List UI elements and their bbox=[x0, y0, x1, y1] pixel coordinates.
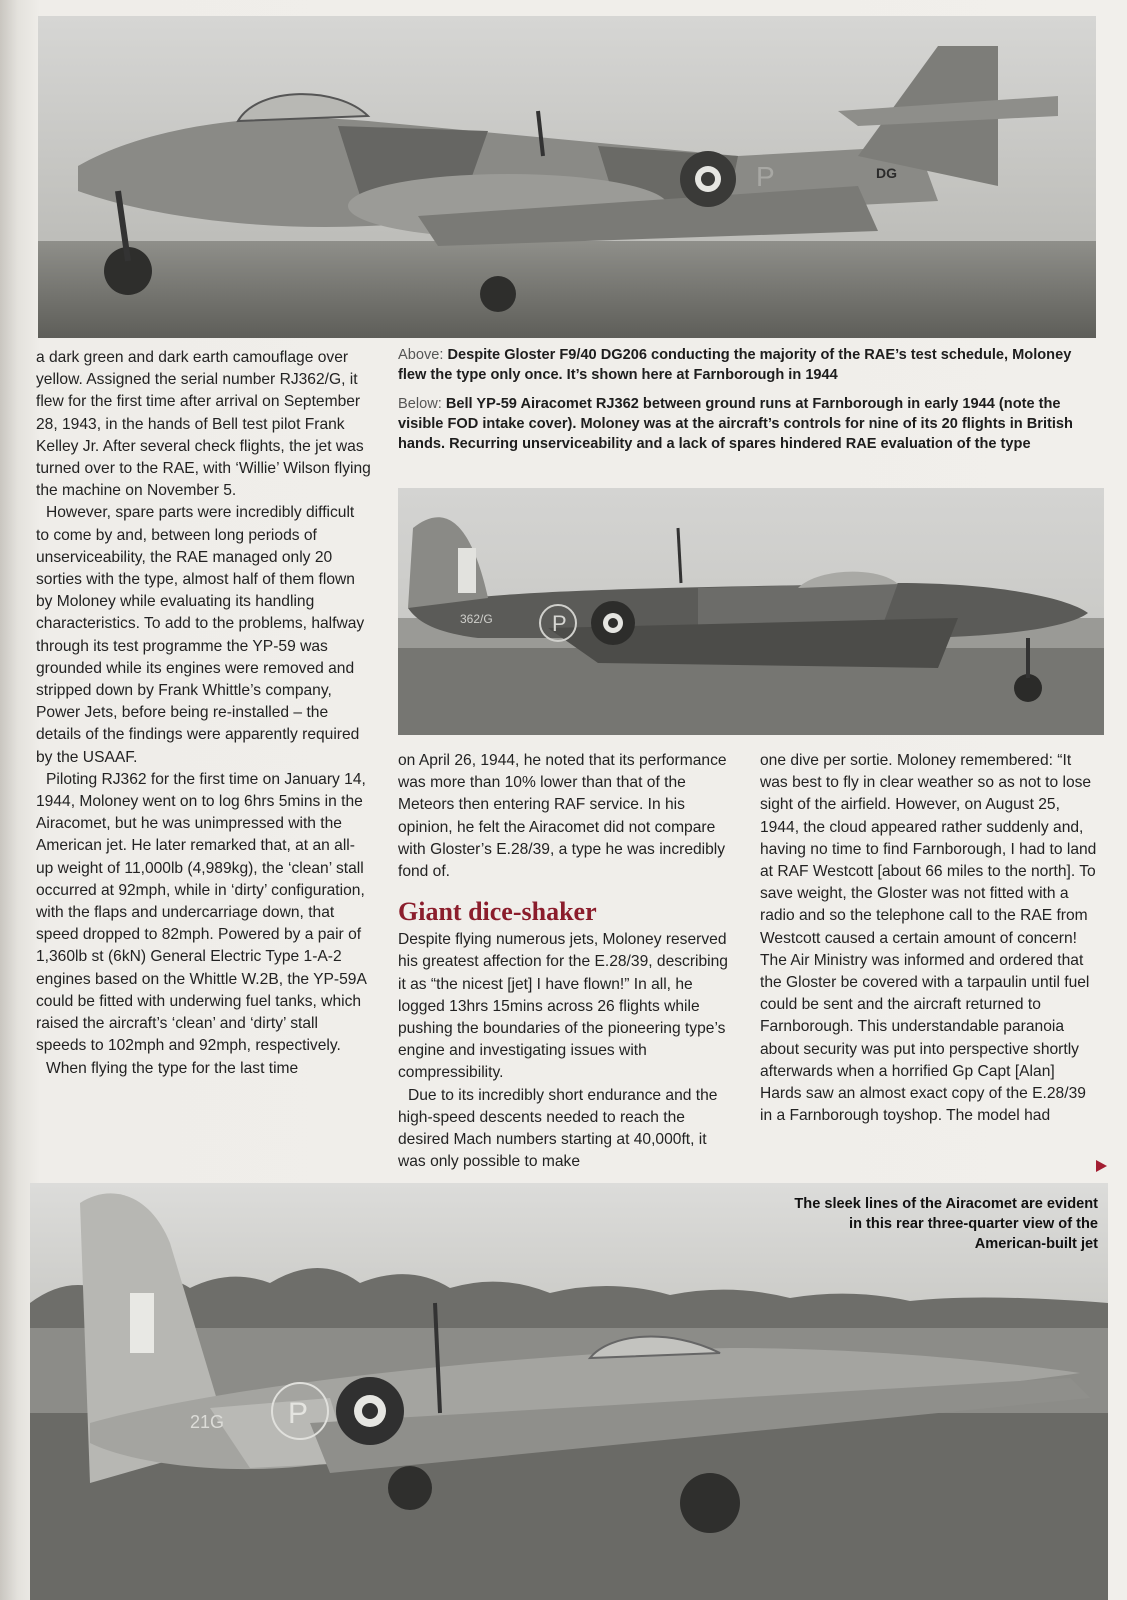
photo-bell-yp59-image bbox=[398, 488, 1104, 735]
mid-paragraph-1: on April 26, 1944, he noted that its performance was more than 10% lower than that of the Meteors then entering RAF service. In his opinion, he felt the Airacomet did not compare with Gloster’s E.28/39, a type he was incredibly fond of. bbox=[398, 752, 727, 881]
left-paragraph-1: a dark green and dark earth camouflage over yellow. Assigned the serial number RJ362/G, it flew for the first time after arrival on September 28, 1943, in the hands of Bell test pilot Frank Kelley Jr. After several check flights, the jet was turned over to the RAE, with ‘Willie’ Wilson flying the machine on November 5. bbox=[36, 349, 371, 500]
tail-serial-bottom: 21G bbox=[190, 1412, 225, 1432]
caption-below-label: Below: bbox=[398, 396, 442, 412]
roundel-letter-mid: P bbox=[552, 611, 567, 636]
photo-bell-yp59 bbox=[398, 488, 1104, 735]
roundel-letter-top: P bbox=[756, 161, 775, 192]
tail-serial-mid: 362/G bbox=[460, 612, 493, 626]
caption-bottom: The sleek lines of the Airacomet are evident in this rear three-quarter view of the American-built jet bbox=[794, 1196, 1098, 1252]
right-paragraph-1: one dive per sortie. Moloney remembered: “It was best to fly in clear weather so as not to lose sight of the airfield. However, on August 25, 1944, the cloud appeared rather suddenly and, having no time to find Farnborough, I had to land at RAF Westcott [about 66 miles to the north]. To save weight, the Gloster was not fitted with a radio and so the telephone call to the RAE from Westcott caused a certain amount of concern! The Air Ministry was informed and ordered that the Gloster be covered with a tarpaulin until fuel could be sent and the aircraft returned to Farnborough. This understandable paranoia about security was put into perspective shortly afterwards when a horrified Gp Capt [Alan] Hards saw an almost exact copy of the E.28/39 in a Farnborough toyshop. The model had bbox=[760, 752, 1097, 1125]
photo-gloster-meteor bbox=[38, 16, 1096, 338]
article-column-right bbox=[760, 750, 1100, 1127]
fuselage-code-label: DG bbox=[876, 165, 897, 181]
caption-above-label: Above: bbox=[398, 347, 444, 363]
article-column-left bbox=[36, 347, 371, 1080]
mid-paragraph-2: Despite flying numerous jets, Moloney reserved his greatest affection for the E.28/39, describing it as “the nicest [jet] I have flown!” In all, he logged 13hrs 15mins across 26 flights while pushing the boundaries of the pioneering type’s engine and investigating issues with compressibility. bbox=[398, 931, 728, 1082]
roundel-letter-bottom: P bbox=[288, 1397, 309, 1430]
caption-below bbox=[398, 394, 1103, 454]
subhead-giant-dice-shaker: Giant dice-shaker bbox=[398, 897, 597, 927]
left-paragraph-4: When flying the type for the last time bbox=[46, 1059, 299, 1077]
caption-above-text: Despite Gloster F9/40 DG206 conducting the majority of the RAE’s test schedule, Moloney flew the type only once. It’s shown here at Farnborough in 1944 bbox=[398, 347, 1072, 383]
left-paragraph-3: Piloting RJ362 for the first time on January 14, 1944, Moloney went on to log 6hrs 5mins in the Airacomet, but he was unimpressed with the American jet. He later remarked that, at an all-up weight of 11,000lb (4,989kg), the ‘clean’ stall occurred at 92mph, while in ‘dirty’ configuration, with the flaps and undercarriage down, that speed dropped to 82mph. Powered by a pair of 1,360lb st (6kN) General Electric Type 1-A-2 engines based on the Whittle W.2B, the YP-59A could be fitted with underwing fuel tanks, which raised the aircraft’s ‘clean’ and ‘dirty’ stall speeds to 102mph and 92mph, respectively. bbox=[36, 770, 366, 1055]
photo-gloster-meteor-image bbox=[38, 16, 1096, 338]
caption-above bbox=[398, 345, 1098, 385]
caption-below-text: Bell YP-59 Airacomet RJ362 between ground runs at Farnborough in early 1944 (note the visible FOD intake cover). Moloney was at the aircraft’s controls for nine of its 20 flights in British hands. Recurring unserviceability and a lack of spares hindered RAE evaluation of the type bbox=[398, 396, 1073, 452]
mid-paragraph-3: Due to its incredibly short endurance and the high-speed descents needed to reach the desired Mach numbers starting at 40,000ft, it was only possible to make bbox=[398, 1086, 718, 1171]
article-column-mid bbox=[398, 750, 733, 1173]
continue-arrow-icon bbox=[1096, 1160, 1107, 1172]
left-paragraph-2: However, spare parts were incredibly difficult to come by and, between long periods of unserviceability, the RAE managed only 20 sorties with the type, almost half of them flown by Moloney while evaluating its handling characteristics. To add to the problems, halfway through its test programme the YP-59 was grounded while its engines were removed and stripped down by Frank Whittle’s company, Power Jets, before being re-installed – the details of the findings were apparently required by the USAAF. bbox=[36, 504, 365, 766]
